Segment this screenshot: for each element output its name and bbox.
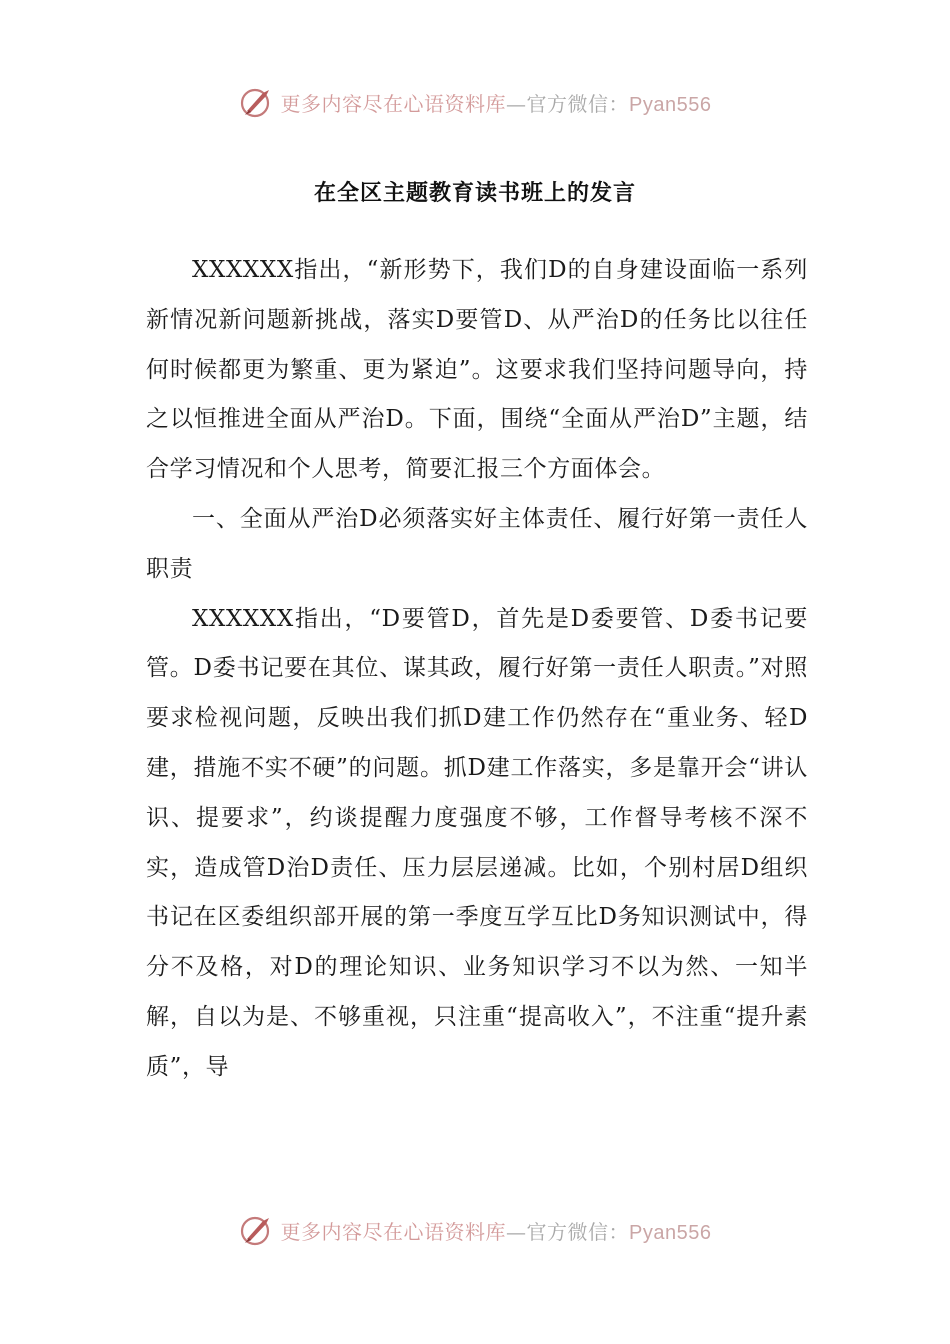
- pen-nib-logo-icon: [239, 84, 275, 120]
- paragraph: XXXXXX指出，“新形势下，我们D的自身建设面临一系列新情况新问题新挑战，落实D要管D、从严治D的任务比以往任何时候都更为繁重、更为紧迫”。这要求我们坚持问题导向，持之以恒推进全面从严治D。下面，围绕“全面从严治D”主题，结合学习情况和个人思考，简要汇报三个方面体会。: [146, 257, 808, 483]
- footer-banner[interactable]: [0, 1208, 950, 1252]
- pen-nib-logo-icon: [239, 1212, 275, 1248]
- document-body: [146, 246, 808, 1093]
- banner-text: [281, 88, 712, 117]
- paragraph: XXXXXX指出，“D要管D，首先是D委要管、D委书记要管。D委书记要在其位、谋其政，履行好第一责任人职责。”对照要求检视问题，反映出我们抓D建工作仍然存在“重业务、轻D建，措施不实不硬”的问题。抓D建工作落实，多是靠开会“讲认识、提要求”，约谈提醒力度强度不够，工作督导考核不深不实，造成管D治D责任、压力层层递减。比如，个别村居D组织书记在区委组织部开展的第一季度互学互比D务知识测试中，得分不及格，对D的理论知识、业务知识学习不以为然、一知半解，自以为是、不够重视，只注重“提高收入”，不注重“提升素质”，导: [146, 605, 808, 1080]
- section-heading: 一、全面从严治D必须落实好主体责任、履行好第一责任人职责: [146, 505, 808, 582]
- header-banner[interactable]: [0, 80, 950, 124]
- banner-wechat-id: Pyan556: [629, 93, 712, 116]
- banner-text-dash: —官方微信：: [506, 1219, 630, 1244]
- banner-text: [281, 1216, 712, 1245]
- document-title: 在全区主题教育读书班上的发言: [313, 181, 636, 206]
- banner-wechat-id: Pyan556: [629, 1221, 712, 1244]
- banner-text-dash: —官方微信：: [506, 91, 630, 116]
- banner-text-red: 更多内容尽在心语资料库: [280, 91, 507, 116]
- banner-text-red: 更多内容尽在心语资料库: [280, 1219, 507, 1244]
